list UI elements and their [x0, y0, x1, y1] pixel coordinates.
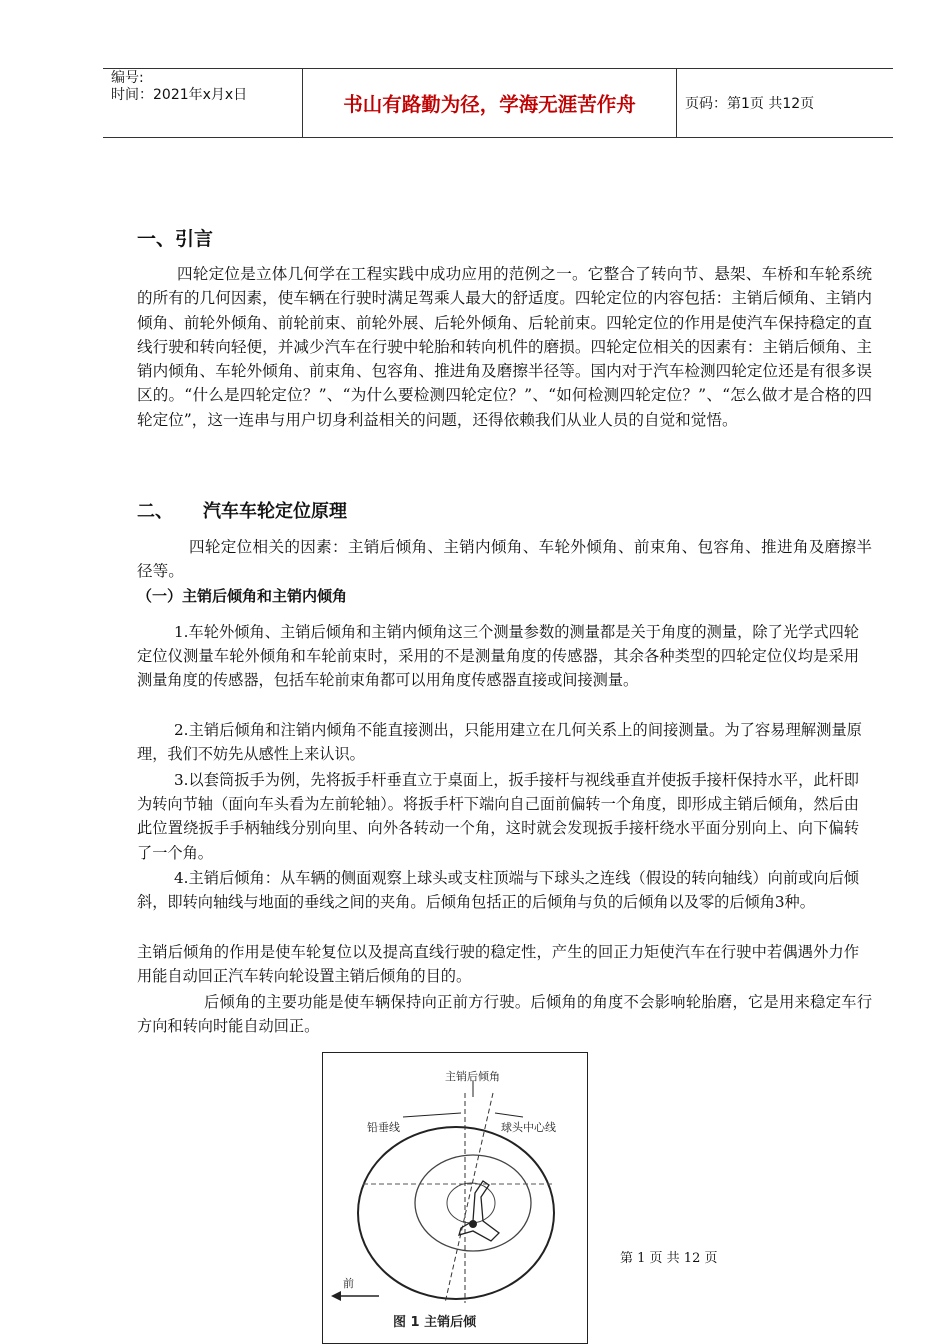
caster-angle-figure [322, 1052, 588, 1344]
hub-outline [415, 1155, 531, 1251]
caster-angle-label: 主销后倾角 [445, 1070, 500, 1083]
header-page-info: 页码：第1页 共12页 [685, 96, 815, 112]
header-meta [103, 69, 303, 137]
front-direction-label: 前 [343, 1277, 354, 1290]
front-arrow-icon [331, 1291, 341, 1301]
caster-diagram [323, 1053, 588, 1344]
ball-leader-line [495, 1113, 523, 1117]
main-function-paragraph: 后倾角的主要功能是使车辆保持向正前方行驶。后倾角的角度不会影响轮胎磨，它是用来稳定车行方向和转向时能自动回正。 [137, 993, 872, 1036]
section-2-number: 二、 [137, 501, 173, 522]
list-item-2: 2.主销后倾角和注销内倾角不能直接测出，只能用建立在几何关系上的间接测量。为了容易理解测量原理，我们不妨先从感性上来认识。 [137, 721, 862, 764]
list-item-4: 4.主销后倾角：从车辆的侧面观察上球头或支柱顶端与下球头之连线（假设的转向轴线）向前或向后倾斜，即转向轴线与地面的垂线之间的夹角。后倾角包括正的后倾角与负的后倾角以及零的后倾角3种。 [137, 869, 859, 912]
header-motto: 书山有路勤为径，学海无涯苦作舟 [303, 69, 677, 137]
figure-caption: 图 1 主销后倾 [393, 1315, 477, 1330]
ball-center-line-label: 球头中心线 [501, 1121, 556, 1134]
ball-center-line [445, 1093, 493, 1303]
tire-outline [358, 1127, 554, 1299]
section-2-title-text: 汽车车轮定位原理 [203, 501, 347, 522]
page-footer: 第 1 页 共 12 页 [620, 1251, 718, 1266]
document-number-label: 编号: [111, 70, 144, 86]
section-2-paragraph: 四轮定位相关的因素：主销后倾角、主销内倾角、车轮外倾角、前束角、包容角、推进角及磨擦半径等。 [137, 538, 872, 581]
section-1-title: 一、引言 [137, 228, 214, 250]
document-date: 时间：2021年x月x日 [111, 87, 248, 103]
effect-paragraph: 主销后倾角的作用是使车轮复位以及提高直线行驶的稳定性，产生的回正力矩使汽车在行驶中若偶遇外力作用能自动回正汽车转向轮设置主销后倾角的目的。 [137, 943, 859, 986]
list-item-3: 3.以套筒扳手为例，先将扳手杆垂直立于桌面上，扳手接杆与视线垂直并使扳手接杆保持水平，此杆即为转向节轴（面向车头看为左前轮轴）。将扳手杆下端向自己面前偏转一个角度，即形成主销后倾角，然后由此位置绕扳手手柄轴线分别向里、向外各转动一个角，这时就会发现扳手接杆绕水平面分别向上、向下偏转了一个角。 [137, 771, 859, 862]
section-2-title [137, 497, 347, 523]
section-1-paragraph: 四轮定位是立体几何学在工程实践中成功应用的范例之一。它整合了转向节、悬架、车桥和车轮系统的所有的几何因素，使车辆在行驶时满足驾乘人最大的舒适度。四轮定位的内容包括：主销后倾角、主销内倾角、前轮外倾角、前轮前束、前轮外展、后轮外倾角、后轮前束。四轮定位的作用是使汽车保持稳定的直线行驶和转向轻便，并减少汽车在行驶中轮胎和转向机件的磨损。四轮定位相关的因素有：主销后倾角、主销内倾角、车轮外倾角、前束角、包容角、推进角及磨擦半径等。国内对于汽车检测四轮定位还是有很多误区的。“什么是四轮定位？”、“为什么要检测四轮定位？”、“如何检测四轮定位？”、“怎么做才是合格的四轮定位”，这一连串与用户切身利益相关的问题，还得依赖我们从业人员的自觉和觉悟。 [137, 265, 872, 429]
ball-joint-icon [469, 1220, 477, 1228]
list-item-1: 1.车轮外倾角、主销后倾角和主销内倾角这三个测量参数的测量都是关于角度的测量，除了光学式四轮定位仪测量车轮外倾角和车轮前束时，采用的不是测量角度的传感器，其余各种类型的四轮定位仪均是采用测量角度的传感器，包括车轮前束角都可以用角度传感器直接或间接测量。 [137, 623, 859, 690]
plumb-leader-line [403, 1113, 461, 1117]
subsection-title: （一）主销后倾角和主销内倾角 [137, 587, 348, 605]
page-header [103, 68, 893, 138]
plumb-line-label: 铅垂线 [367, 1121, 400, 1134]
